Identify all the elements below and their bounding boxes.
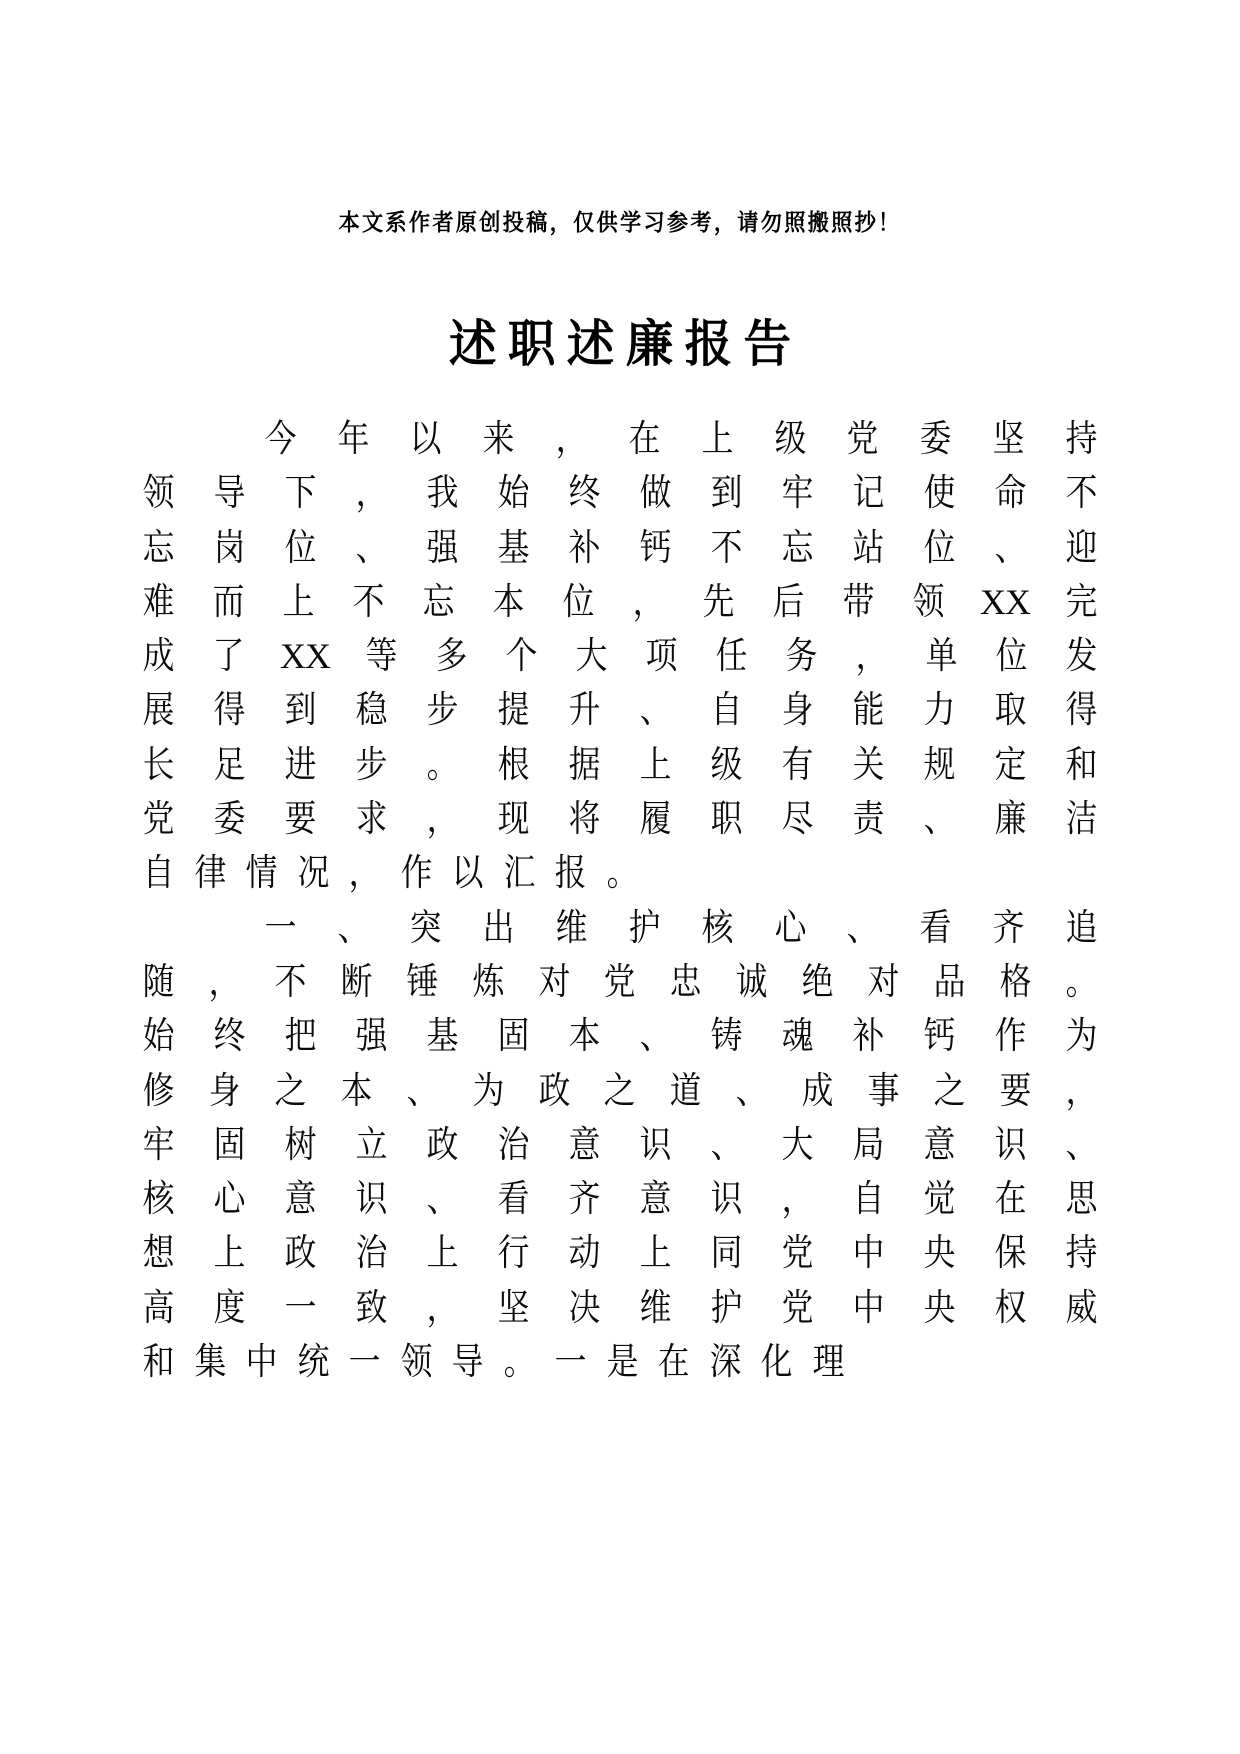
glyph: 护 xyxy=(628,906,661,948)
glyph: 难 xyxy=(142,580,175,622)
text-line xyxy=(140,575,1100,629)
text-line xyxy=(140,412,1100,466)
text-line xyxy=(140,1064,1100,1118)
glyph: 自 xyxy=(852,1178,885,1220)
glyph: 今 xyxy=(264,418,297,459)
glyph: 终 xyxy=(213,1015,246,1057)
text-line xyxy=(140,1335,1100,1389)
glyph: ， xyxy=(781,1178,814,1220)
glyph: 律 xyxy=(194,852,226,894)
glyph: 立 xyxy=(355,1123,388,1165)
glyph: 威 xyxy=(1065,1286,1098,1328)
glyph: 身 xyxy=(781,689,814,731)
glyph: 力 xyxy=(923,689,956,731)
glyph: 提 xyxy=(497,689,530,731)
glyph: 委 xyxy=(919,418,952,459)
glyph: 职 xyxy=(710,798,743,840)
glyph: 况 xyxy=(297,852,329,894)
glyph: 强 xyxy=(426,526,459,568)
glyph: 大 xyxy=(575,635,608,677)
glyph: 。 xyxy=(606,852,638,894)
glyph: 、 xyxy=(735,1069,768,1111)
glyph: 廉 xyxy=(994,798,1027,840)
glyph: 。 xyxy=(503,1341,535,1383)
glyph: 核 xyxy=(142,1178,175,1220)
glyph: 定 xyxy=(994,743,1027,785)
glyph: 领 xyxy=(142,472,175,514)
glyph: 基 xyxy=(426,1015,459,1057)
glyph: 炼 xyxy=(472,960,505,1002)
glyph: 稳 xyxy=(355,689,388,731)
glyph: 使 xyxy=(923,472,956,514)
glyph: 终 xyxy=(568,472,601,514)
glyph: 岗 xyxy=(213,526,246,568)
glyph: 钙 xyxy=(639,526,672,568)
glyph: 进 xyxy=(284,743,317,785)
glyph: 现 xyxy=(497,798,530,840)
glyph: 思 xyxy=(1065,1178,1098,1220)
glyph: 锤 xyxy=(406,960,439,1002)
text-line xyxy=(140,738,1100,792)
glyph: 导 xyxy=(451,1341,484,1383)
text-line xyxy=(140,521,1100,575)
glyph: 、 xyxy=(355,526,388,568)
glyph: 之 xyxy=(604,1069,636,1111)
glyph: 政 xyxy=(426,1123,459,1165)
glyph: 为 xyxy=(1065,1015,1098,1057)
glyph: 识 xyxy=(994,1123,1027,1165)
glyph: 下 xyxy=(284,472,317,514)
glyph: 据 xyxy=(568,743,601,785)
glyph: 党 xyxy=(781,1232,814,1274)
glyph: 统 xyxy=(297,1341,329,1383)
text-line xyxy=(140,1226,1100,1280)
glyph: 成 xyxy=(142,635,175,677)
glyph: 上 xyxy=(426,1232,459,1274)
glyph: 追 xyxy=(1065,906,1098,948)
glyph: 先 xyxy=(702,580,735,622)
glyph: 单 xyxy=(925,635,958,677)
glyph: 不 xyxy=(274,960,307,1002)
glyph: 中 xyxy=(852,1286,885,1328)
glyph: 为 xyxy=(472,1069,505,1111)
glyph: 取 xyxy=(994,689,1027,731)
glyph: 个 xyxy=(505,635,538,677)
glyph: 忘 xyxy=(422,580,455,622)
glyph: 决 xyxy=(568,1286,601,1328)
glyph: 、 xyxy=(426,1178,459,1220)
glyph: 树 xyxy=(284,1123,317,1165)
glyph: 始 xyxy=(142,1015,175,1057)
glyph: 、 xyxy=(994,526,1027,568)
glyph: 了 xyxy=(212,635,245,677)
glyph: 、 xyxy=(337,906,370,948)
glyph: 治 xyxy=(497,1123,530,1165)
glyph: 步 xyxy=(426,689,459,731)
glyph: 对 xyxy=(538,960,570,1002)
glyph: 规 xyxy=(923,743,956,785)
glyph: 补 xyxy=(568,526,601,568)
glyph: 命 xyxy=(994,472,1027,514)
paragraph-section-one xyxy=(140,901,1100,1390)
glyph: 党 xyxy=(781,1286,814,1328)
glyph: 本 xyxy=(340,1069,373,1111)
glyph: 对 xyxy=(867,960,900,1002)
glyph: 记 xyxy=(852,472,885,514)
text-line xyxy=(140,1118,1100,1172)
text-line xyxy=(140,466,1100,520)
glyph: 意 xyxy=(284,1178,317,1220)
glyph: 识 xyxy=(639,1123,672,1165)
glyph: 基 xyxy=(497,526,530,568)
glyph: 到 xyxy=(710,472,743,514)
glyph: 坚 xyxy=(497,1286,530,1328)
glyph: 升 xyxy=(568,689,601,731)
glyph: 位 xyxy=(284,526,317,568)
glyph: 完 xyxy=(1065,580,1098,622)
glyph: 格 xyxy=(999,960,1032,1002)
glyph: 汇 xyxy=(503,852,535,894)
glyph: 集 xyxy=(194,1341,226,1383)
glyph: 局 xyxy=(852,1123,885,1165)
glyph: 核 xyxy=(701,906,734,948)
glyph: 致 xyxy=(355,1286,388,1328)
glyph: ， xyxy=(1065,1069,1098,1111)
glyph: 权 xyxy=(994,1286,1027,1328)
glyph: ， xyxy=(355,472,388,514)
glyph: 动 xyxy=(568,1232,601,1274)
glyph: ， xyxy=(426,798,459,840)
glyph: 突 xyxy=(410,906,442,948)
glyph: 铸 xyxy=(710,1015,743,1057)
glyph: 位 xyxy=(995,635,1028,677)
glyph: 不 xyxy=(1065,472,1098,514)
glyph: 洁 xyxy=(1065,798,1098,840)
glyph: 委 xyxy=(213,798,246,840)
glyph: 之 xyxy=(933,1069,966,1111)
glyph: 得 xyxy=(213,689,246,731)
glyph: 不 xyxy=(352,580,385,622)
glyph: 根 xyxy=(497,743,530,785)
glyph: 持 xyxy=(1065,418,1098,459)
glyph: 以 xyxy=(451,852,484,894)
glyph: 看 xyxy=(497,1178,530,1220)
glyph: 党 xyxy=(847,418,879,459)
glyph: 一 xyxy=(554,1341,587,1383)
glyph: 身 xyxy=(208,1069,241,1111)
glyph: 化 xyxy=(760,1341,793,1383)
glyph: 务 xyxy=(785,635,818,677)
glyph: 理 xyxy=(812,1341,844,1383)
glyph: 求 xyxy=(355,798,388,840)
glyph: 党 xyxy=(142,798,175,840)
glyph: 大 xyxy=(781,1123,814,1165)
glyph: 央 xyxy=(923,1232,956,1274)
glyph: 领 xyxy=(400,1341,432,1383)
glyph: 之 xyxy=(274,1069,307,1111)
glyph: 意 xyxy=(568,1123,601,1165)
glyph: 展 xyxy=(142,689,175,731)
glyph: 要 xyxy=(284,798,317,840)
glyph: 、 xyxy=(923,798,956,840)
glyph: 意 xyxy=(639,1178,672,1220)
glyph: 补 xyxy=(852,1015,885,1057)
glyph: 位 xyxy=(562,580,595,622)
document-body xyxy=(140,412,1100,1389)
glyph: 齐 xyxy=(568,1178,601,1220)
glyph: 同 xyxy=(710,1232,743,1274)
glyph: 。 xyxy=(426,743,459,785)
text-line xyxy=(140,1172,1100,1226)
glyph: 绝 xyxy=(801,960,834,1002)
glyph: 得 xyxy=(1065,689,1098,731)
glyph: 导 xyxy=(213,472,246,514)
glyph: 心 xyxy=(213,1178,246,1220)
glyph: 识 xyxy=(355,1178,388,1220)
glyph: 上 xyxy=(213,1232,246,1274)
glyph: 忘 xyxy=(781,526,814,568)
glyph: 将 xyxy=(568,798,601,840)
glyph: 魂 xyxy=(781,1015,814,1057)
glyph: 本 xyxy=(492,580,525,622)
glyph: 领 xyxy=(912,580,945,622)
glyph: 发 xyxy=(1065,635,1098,677)
glyph: 以 xyxy=(410,418,442,459)
glyph: 成 xyxy=(801,1069,834,1111)
glyph: 、 xyxy=(639,689,672,731)
glyph: 中 xyxy=(852,1232,885,1274)
glyph: 而 xyxy=(212,580,245,622)
paragraph-intro xyxy=(140,412,1100,901)
glyph: 随 xyxy=(142,960,175,1002)
text-line xyxy=(140,1281,1100,1335)
glyph: ， xyxy=(632,580,665,622)
text-line xyxy=(140,846,1100,900)
glyph: 自 xyxy=(710,689,743,731)
glyph: 关 xyxy=(852,743,885,785)
glyph: 任 xyxy=(715,635,748,677)
text-line xyxy=(140,955,1100,1009)
glyph: 、 xyxy=(847,906,879,948)
glyph: 做 xyxy=(639,472,672,514)
glyph: 上 xyxy=(639,743,672,785)
glyph: 要 xyxy=(999,1069,1032,1111)
glyph: 想 xyxy=(142,1232,175,1274)
glyph: 多 xyxy=(435,635,468,677)
glyph: 央 xyxy=(923,1286,956,1328)
document-title: 述职述廉报告 xyxy=(449,315,803,372)
glyph: 带 xyxy=(842,580,875,622)
glyph: 牢 xyxy=(781,472,814,514)
glyph: 作 xyxy=(994,1015,1027,1057)
glyph: 级 xyxy=(710,743,743,785)
glyph: ， xyxy=(348,852,381,894)
glyph: 在 xyxy=(994,1178,1027,1220)
glyph: 、 xyxy=(710,1123,743,1165)
glyph: ， xyxy=(555,418,588,459)
glyph: 报 xyxy=(554,852,587,894)
glyph: 始 xyxy=(497,472,530,514)
glyph: 上 xyxy=(639,1232,672,1274)
glyph: 上 xyxy=(282,580,315,622)
glyph: 持 xyxy=(1065,1232,1098,1274)
glyph: 事 xyxy=(867,1069,900,1111)
glyph: 治 xyxy=(355,1232,388,1274)
glyph: 是 xyxy=(606,1341,638,1383)
glyph: 自 xyxy=(142,852,175,894)
glyph: 作 xyxy=(400,852,432,894)
glyph: 行 xyxy=(497,1232,530,1274)
glyph: 意 xyxy=(923,1123,956,1165)
glyph: 高 xyxy=(142,1286,175,1328)
glyph: 等 xyxy=(365,635,398,677)
glyph: 。 xyxy=(1065,960,1098,1002)
glyph: 后 xyxy=(772,580,805,622)
glyph: 、 xyxy=(1065,1123,1098,1165)
glyph: 履 xyxy=(639,798,672,840)
disclaimer-notice: 本文系作者原创投稿，仅供学习参考，请勿照搬照抄！ xyxy=(338,209,902,235)
glyph: 钙 xyxy=(923,1015,956,1057)
glyph: 足 xyxy=(213,743,246,785)
glyph: 断 xyxy=(340,960,373,1002)
placeholder-token: XX xyxy=(280,636,330,677)
glyph: 党 xyxy=(604,960,636,1002)
glyph: 品 xyxy=(933,960,966,1002)
glyph: ， xyxy=(208,960,241,1002)
glyph: 出 xyxy=(482,906,515,948)
glyph: 维 xyxy=(639,1286,672,1328)
glyph: 责 xyxy=(852,798,885,840)
glyph: 护 xyxy=(710,1286,743,1328)
glyph: 心 xyxy=(774,906,807,948)
glyph: ， xyxy=(426,1286,459,1328)
glyph: 齐 xyxy=(992,906,1025,948)
glyph: 在 xyxy=(628,418,661,459)
glyph: 觉 xyxy=(923,1178,956,1220)
glyph: 度 xyxy=(213,1286,246,1328)
glyph: 级 xyxy=(774,418,807,459)
glyph: 情 xyxy=(245,852,278,894)
glyph: 一 xyxy=(264,906,297,948)
glyph: 强 xyxy=(355,1015,388,1057)
glyph: 上 xyxy=(701,418,734,459)
glyph: 和 xyxy=(1065,743,1098,785)
glyph: 迎 xyxy=(1065,526,1098,568)
glyph: 坚 xyxy=(992,418,1025,459)
glyph: 项 xyxy=(645,635,678,677)
glyph: 长 xyxy=(142,743,175,785)
glyph: 政 xyxy=(284,1232,317,1274)
glyph: 我 xyxy=(426,472,459,514)
glyph: 在 xyxy=(657,1341,690,1383)
glyph: 站 xyxy=(852,526,885,568)
glyph: 深 xyxy=(709,1341,741,1383)
glyph: 年 xyxy=(337,418,370,459)
glyph: 道 xyxy=(669,1069,702,1111)
text-line xyxy=(140,629,1100,683)
text-line xyxy=(140,901,1100,955)
glyph: 把 xyxy=(284,1015,317,1057)
glyph: 本 xyxy=(568,1015,601,1057)
glyph: 维 xyxy=(555,906,588,948)
glyph: 牢 xyxy=(142,1123,175,1165)
glyph: 固 xyxy=(497,1015,530,1057)
glyph: 能 xyxy=(852,689,885,731)
glyph: 尽 xyxy=(781,798,814,840)
text-line xyxy=(140,1009,1100,1063)
glyph: 看 xyxy=(919,906,952,948)
glyph: 和 xyxy=(142,1341,175,1383)
glyph: 政 xyxy=(538,1069,570,1111)
glyph: 来 xyxy=(482,418,515,459)
glyph: 忠 xyxy=(669,960,702,1002)
glyph: ， xyxy=(855,635,888,677)
glyph: 保 xyxy=(994,1232,1027,1274)
glyph: 有 xyxy=(781,743,814,785)
glyph: 一 xyxy=(348,1341,381,1383)
text-line xyxy=(140,683,1100,737)
glyph: 到 xyxy=(284,689,317,731)
placeholder-token: XX xyxy=(980,581,1030,622)
glyph: 识 xyxy=(710,1178,743,1220)
glyph: 一 xyxy=(284,1286,317,1328)
glyph: 固 xyxy=(213,1123,246,1165)
glyph: 、 xyxy=(406,1069,439,1111)
text-line xyxy=(140,792,1100,846)
glyph: 中 xyxy=(245,1341,278,1383)
glyph: 诚 xyxy=(735,960,768,1002)
glyph: 位 xyxy=(923,526,956,568)
glyph: 、 xyxy=(639,1015,672,1057)
glyph: 不 xyxy=(710,526,743,568)
glyph: 修 xyxy=(142,1069,175,1111)
glyph: 忘 xyxy=(142,526,175,568)
glyph: 步 xyxy=(355,743,388,785)
